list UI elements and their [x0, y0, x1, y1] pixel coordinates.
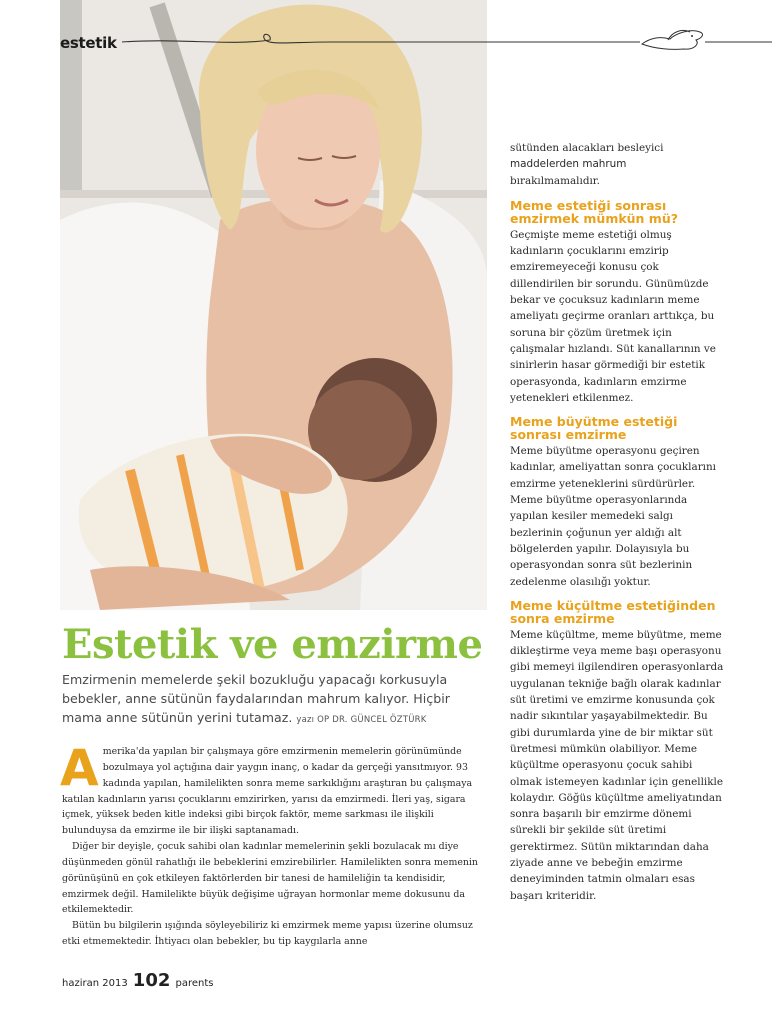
- article-lead: [62, 670, 492, 730]
- bird-icon: [642, 30, 703, 49]
- rc-intro-3: bırakılmamalıdır.: [510, 174, 600, 187]
- paragraph-1: [60, 739, 490, 839]
- byline: yazı OP DR. GÜNCEL ÖZTÜRK: [296, 715, 427, 725]
- issue-date: haziran 2013: [62, 978, 128, 989]
- header-rule: [0, 24, 774, 54]
- lead-text: Emzirmenin memelerde şekil bozukluğu yapacağı korkusuyla bebekler, anne sütünün faydalarından mahrum kalıyor. Hiçbir mama anne sütünün yerini tutamaz.: [62, 672, 450, 725]
- article-title: Estetik ve emzirme: [62, 621, 483, 668]
- text-1: Geçmişte meme estetiği olmuş kadınların çocuklarını emzirip emziremeyeceği konusu çok dillendirilen bir sorundu. Günümüzde bekar ve çocuksuz kadınların meme ameliyatı geçirme oranları arttıkça, bu soruna bir çözüm üretmek için çalışmalar hızlandı. Süt kanallarının ve sinirlerin hasar görmediği bir estetik operasyonda, kadınların emzirme yetenekleri etkilenmez.: [510, 228, 716, 404]
- text-3: Meme küçültme, meme büyütme, meme dikleştirme veya meme başı operasyonu gibi memeyi ilgilendiren operasyonlarda uygulanan tekniğe bağlı olarak kadınlar süt üretimi ve emzirme konusunda çok nadir sıkıntılar yaşayabilmektedir. Bu gibi durumlarda yine de bir miktar süt üretmesi mümkün olabiliyor. Meme küçültme operasyonu çocuk sahibi olmak istemeyen kadınlar için genellikle kolaydır. Göğüs küçültme ameliyatından sonra başarılı bir emzirme dönemi sürekli bir şekilde süt üretimi gerektirmez. Sütün miktarından daha ziyade anne ve bebeğin emzirme deneyiminden tatmin olmaları esas başarı kriteridir.: [510, 628, 724, 902]
- rc-intro-1: sütünden alacakları besleyici: [510, 142, 664, 154]
- section-tag: estetik: [60, 34, 117, 52]
- photo-illustration: [60, 0, 487, 610]
- article-body: [60, 739, 490, 950]
- hero-photo: [60, 0, 487, 610]
- heading-1: Meme estetiği sonrası emzirmek mümkün mü?: [510, 197, 678, 226]
- paragraph-1-text: merika'da yapılan bir çalışmaya göre emzirmenin memelerin görünümünde bozulmaya yol açtığına dair yaygın inanç, o kadar da gerçeği yansıtmıyor. 93 kadında yapılan, hamilelikten sonra meme sarkıklığını araştıran bu çalışmaya katılan kadınların yarısı çocuklarını emzirirken, yarısı da emzirmedi. İleri yaş, sigara içmek, yüksek beden kitle indeksi gibi birçok faktör, meme sarkması ile ilişkili bulunduysa da emzirme ile bir ilişki saptanamadı.: [62, 746, 473, 837]
- footer: [62, 970, 213, 991]
- heading-3: Meme küçültme estetiğinden sonra emzirme: [510, 597, 716, 626]
- text-2: Meme büyütme operasyonu geçiren kadınlar, ameliyattan sonra çocuklarını emzirme yeteneklerini sürdürürler. Meme büyütme operasyonlarında yapılan kesiler memedeki salgı bezlerinin çoğunun yer aldığı alt bölgelerden yapılır. Dolayısıyla bu operasyondan sonra süt bezlerinin zedelenme olasılığı yoktur.: [510, 445, 717, 588]
- heading-2: Meme büyütme estetiği sonrası emzirme: [510, 414, 678, 443]
- magazine-brand: parents: [175, 978, 214, 989]
- paragraph-2: Diğer bir deyişle, çocuk sahibi olan kadınlar memelerinin şekli bozulacak mı diye düşünmeden gönül rahatlığı ile bebeklerini emzirebilirler. Hamilelikten sonra memenin görünüşünü en çok etkileyen faktörlerden bir tanesi de hamileliğin ta kendisidir, emzirmek değil. Hamilelikte büyük değişime uğrayan hormonlar meme dokusunu da etkilemektedir.: [62, 841, 478, 916]
- drop-cap: A: [60, 739, 99, 797]
- right-column: [510, 140, 725, 904]
- paragraph-3: Bütün bu bilgilerin ışığında söyleyebiliriz ki emzirmek meme yapısı üzerine olumsuz etki etmemektedir. İhtiyacı olan bebekler, bu tip kaygılarla anne: [62, 920, 473, 948]
- rc-intro-2: maddelerden mahrum: [510, 158, 627, 171]
- page-number: 102: [132, 970, 171, 991]
